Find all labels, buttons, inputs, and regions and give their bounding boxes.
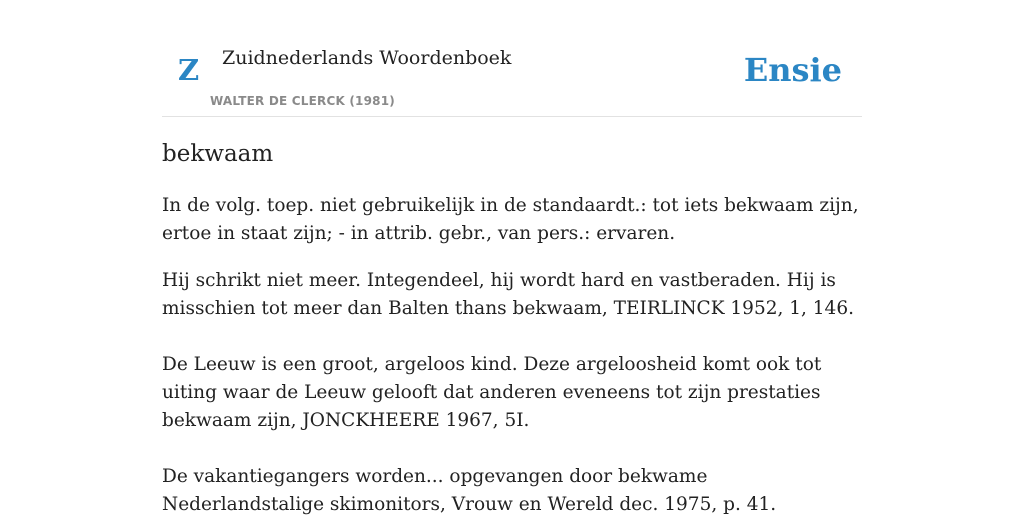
dictionary-header	[162, 0, 862, 117]
ensie-brand-logo[interactable]: Ensie	[743, 51, 842, 89]
entry-example: De Leeuw is een groot, argeloos kind. Deze argeloosheid komt ook tot uiting waar de Leeuw gelooft dat anderen eveneens tot zijn prestaties bekwaam zijn, JONCKHEERE 1967, 5I.	[162, 354, 822, 431]
entry-example: De vakantiegangers worden... opgevangen door bekwame Nederlandstalige skimonitors, Vrouw en Wereld dec. 1975, p. 41.	[162, 466, 777, 515]
page-container	[162, 0, 862, 515]
dictionary-logo[interactable]: Z	[178, 53, 200, 87]
dictionary-author: WALTER DE CLERCK (1981)	[210, 94, 395, 108]
entry-definition: In de volg. toep. niet gebruikelijk in de standaardt.: tot iets bekwaam zijn, ertoe in staat zijn; - in attrib. gebr., van pers.: ervaren.	[162, 195, 859, 244]
entry-headword: bekwaam	[162, 141, 274, 167]
dictionary-title[interactable]: Zuidnederlands Woordenboek	[222, 47, 512, 69]
entry-example: Hij schrikt niet meer. Integendeel, hij wordt hard en vastberaden. Hij is misschien tot meer dan Balten thans bekwaam, TEIRLINCK 1952, 1, 146.	[162, 270, 854, 319]
